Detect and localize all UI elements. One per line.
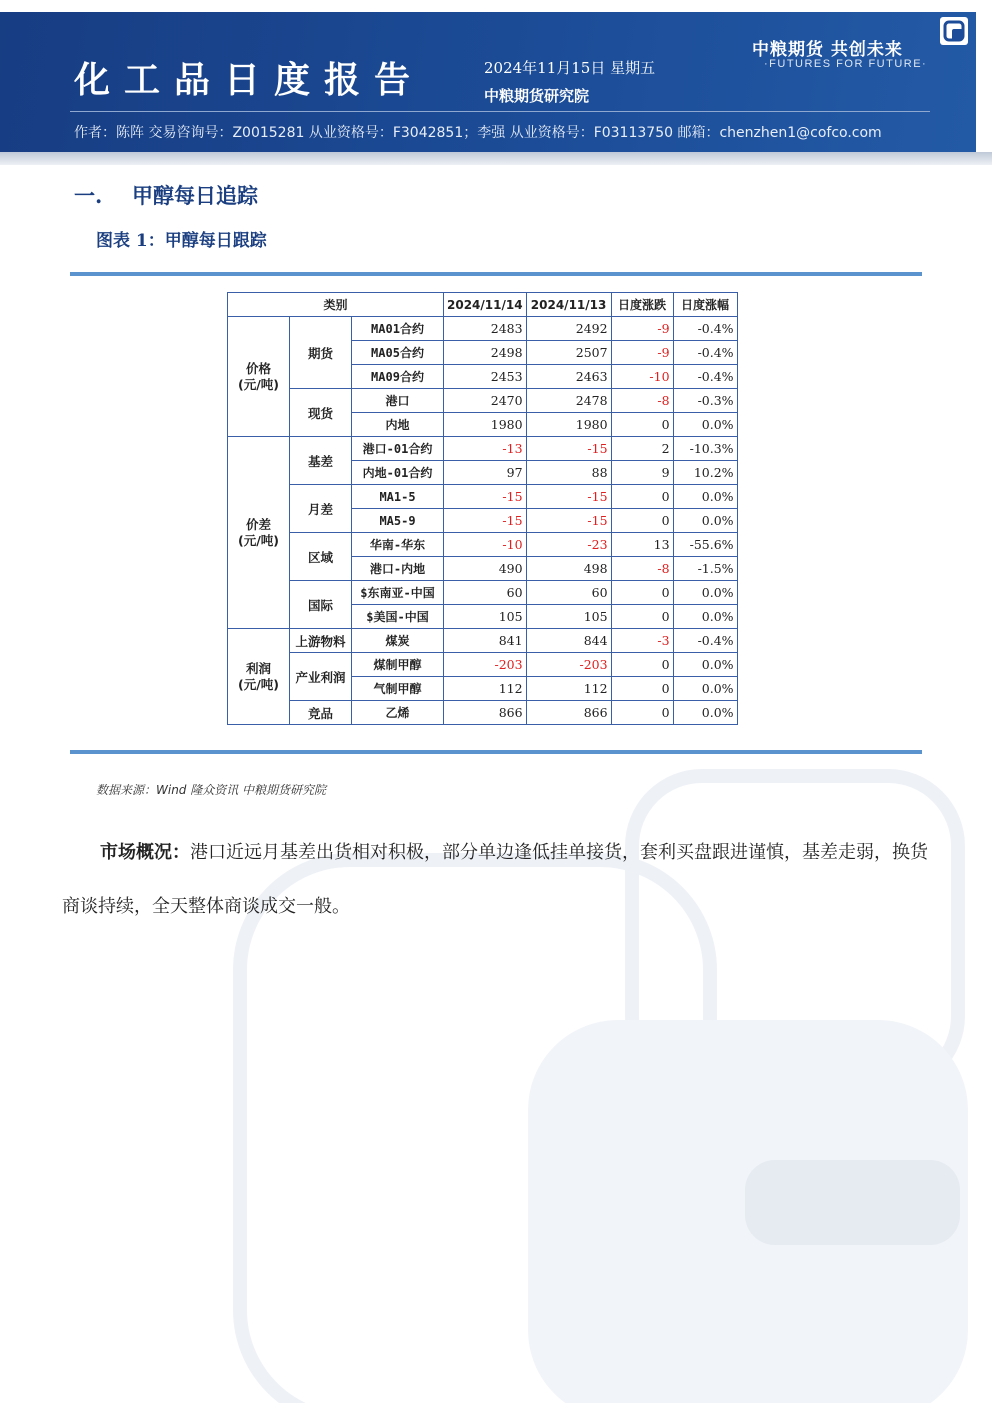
brand-slogan-en: ·FUTURES FOR FUTURE·: [764, 58, 928, 70]
value-2024-11-14: -15: [444, 485, 527, 509]
market-overview: [62, 826, 934, 934]
daily-change-pct: 0.0%: [673, 701, 737, 725]
daily-change: 0: [611, 701, 673, 725]
report-header: [0, 0, 992, 165]
market-text: 港口近远月基差出货相对积极，部分单边逢低挂单接货，套利买盘跟进谨慎，基差走弱，换货商谈持续，全天整体商谈成交一般。: [62, 842, 928, 917]
subgroup-label: 产业利润: [290, 653, 352, 701]
subgroup-label: 上游物料: [290, 629, 352, 653]
daily-change: -8: [611, 557, 673, 581]
row-item-label: MA05合约: [352, 341, 444, 365]
value-2024-11-13: 2463: [526, 365, 611, 389]
table-row: [228, 581, 738, 605]
value-2024-11-13: 105: [526, 605, 611, 629]
row-item-label: 港口-01合约: [352, 437, 444, 461]
value-2024-11-13: 60: [526, 581, 611, 605]
daily-change: 9: [611, 461, 673, 485]
section-heading: [74, 180, 258, 210]
daily-change: 0: [611, 677, 673, 701]
row-item-label: MA1-5: [352, 485, 444, 509]
value-2024-11-13: 1980: [526, 413, 611, 437]
header-category: 类别: [228, 293, 444, 317]
daily-change-pct: -0.4%: [673, 365, 737, 389]
subgroup-label: 现货: [290, 389, 352, 437]
value-2024-11-13: 498: [526, 557, 611, 581]
daily-change-pct: -0.4%: [673, 341, 737, 365]
data-source: 数据来源：Wind 隆众资讯 中粮期货研究院: [96, 783, 327, 797]
daily-change-pct: -1.5%: [673, 557, 737, 581]
top-rule: [70, 272, 922, 276]
institute-name: 中粮期货研究院: [484, 87, 590, 105]
daily-change-pct: -0.4%: [673, 629, 737, 653]
row-item-label: 内地: [352, 413, 444, 437]
daily-change-pct: 0.0%: [673, 581, 737, 605]
row-item-label: 港口: [352, 389, 444, 413]
subgroup-label: 国际: [290, 581, 352, 629]
daily-change-pct: -55.6%: [673, 533, 737, 557]
subgroup-label: 基差: [290, 437, 352, 485]
table-row: [228, 653, 738, 677]
daily-change-pct: 0.0%: [673, 509, 737, 533]
daily-change-pct: -0.3%: [673, 389, 737, 413]
row-item-label: MA5-9: [352, 509, 444, 533]
daily-change: 0: [611, 509, 673, 533]
value-2024-11-13: -15: [526, 485, 611, 509]
row-item-label: 气制甲醇: [352, 677, 444, 701]
daily-change-pct: -0.4%: [673, 317, 737, 341]
daily-change-pct: 0.0%: [673, 605, 737, 629]
row-item-label: 华南-华东: [352, 533, 444, 557]
row-item-label: $美国-中国: [352, 605, 444, 629]
header-fade: [0, 152, 992, 165]
row-item-label: 港口-内地: [352, 557, 444, 581]
row-item-label: MA01合约: [352, 317, 444, 341]
daily-change: 0: [611, 581, 673, 605]
value-2024-11-14: -10: [444, 533, 527, 557]
header-daily-change: 日度涨跌: [611, 293, 673, 317]
value-2024-11-14: 490: [444, 557, 527, 581]
daily-change: 0: [611, 485, 673, 509]
value-2024-11-13: 866: [526, 701, 611, 725]
table-row: [228, 389, 738, 413]
table-row: [228, 701, 738, 725]
value-2024-11-14: 866: [444, 701, 527, 725]
value-2024-11-14: -13: [444, 437, 527, 461]
market-label: 市场概况：: [100, 842, 190, 863]
row-item-label: 内地-01合约: [352, 461, 444, 485]
section-number: 一.: [74, 183, 103, 208]
daily-change-pct: -10.3%: [673, 437, 737, 461]
subgroup-label: 月差: [290, 485, 352, 533]
author-info: 作者：陈阵 交易咨询号：Z0015281 从业资格号：F3042851；李强 从业资格号：F03113750 邮箱：chenzhen1@cofco.com: [74, 125, 882, 141]
value-2024-11-14: -203: [444, 653, 527, 677]
daily-change: -9: [611, 341, 673, 365]
header-daily-pct: 日度涨幅: [673, 293, 737, 317]
daily-change: 2: [611, 437, 673, 461]
daily-change: -9: [611, 317, 673, 341]
row-item-label: MA09合约: [352, 365, 444, 389]
bottom-rule: [70, 750, 922, 754]
table-row: [228, 533, 738, 557]
daily-change: -8: [611, 389, 673, 413]
figure-title: 图表 1：甲醇每日跟踪: [96, 231, 267, 251]
value-2024-11-14: 1980: [444, 413, 527, 437]
header-divider: [70, 111, 930, 112]
value-2024-11-14: 112: [444, 677, 527, 701]
value-2024-11-13: -23: [526, 533, 611, 557]
value-2024-11-13: -15: [526, 437, 611, 461]
value-2024-11-14: 2498: [444, 341, 527, 365]
daily-change: 0: [611, 413, 673, 437]
value-2024-11-14: 105: [444, 605, 527, 629]
row-item-label: 煤炭: [352, 629, 444, 653]
company-logo-icon: [940, 17, 968, 45]
table-row: [228, 437, 738, 461]
table-row: [228, 317, 738, 341]
row-item-label: 煤制甲醇: [352, 653, 444, 677]
row-item-label: $东南亚-中国: [352, 581, 444, 605]
daily-change: -10: [611, 365, 673, 389]
value-2024-11-14: 841: [444, 629, 527, 653]
value-2024-11-13: 2492: [526, 317, 611, 341]
report-title: 化工品日度报告: [74, 59, 425, 101]
methanol-tracking-table: [227, 292, 738, 725]
table-header-row: [228, 293, 738, 317]
value-2024-11-14: 97: [444, 461, 527, 485]
subgroup-label: 竞品: [290, 701, 352, 725]
value-2024-11-14: -15: [444, 509, 527, 533]
daily-change: -3: [611, 629, 673, 653]
value-2024-11-14: 2470: [444, 389, 527, 413]
daily-change: 0: [611, 605, 673, 629]
daily-change-pct: 0.0%: [673, 677, 737, 701]
row-item-label: 乙烯: [352, 701, 444, 725]
daily-change: 13: [611, 533, 673, 557]
value-2024-11-13: -203: [526, 653, 611, 677]
value-2024-11-14: 2453: [444, 365, 527, 389]
subgroup-label: 期货: [290, 317, 352, 389]
section-title: 甲醇每日追踪: [132, 183, 258, 208]
table-row: [228, 629, 738, 653]
value-2024-11-13: 2507: [526, 341, 611, 365]
header-date-1: 2024/11/14: [444, 293, 527, 317]
table-row: [228, 485, 738, 509]
brand-slogan: 中粮期货 共创未来: [752, 40, 903, 60]
value-2024-11-14: 2483: [444, 317, 527, 341]
daily-change-pct: 0.0%: [673, 485, 737, 509]
daily-change: 0: [611, 653, 673, 677]
group-label: 利润 (元/吨): [228, 629, 290, 725]
value-2024-11-13: 88: [526, 461, 611, 485]
value-2024-11-14: 60: [444, 581, 527, 605]
value-2024-11-13: -15: [526, 509, 611, 533]
subgroup-label: 区域: [290, 533, 352, 581]
report-date: 2024年11月15日 星期五: [484, 59, 656, 77]
value-2024-11-13: 2478: [526, 389, 611, 413]
daily-change-pct: 0.0%: [673, 413, 737, 437]
group-label: 价格 (元/吨): [228, 317, 290, 437]
value-2024-11-13: 844: [526, 629, 611, 653]
daily-change-pct: 10.2%: [673, 461, 737, 485]
value-2024-11-13: 112: [526, 677, 611, 701]
daily-change-pct: 0.0%: [673, 653, 737, 677]
header-date-2: 2024/11/13: [526, 293, 611, 317]
group-label: 价差 (元/吨): [228, 437, 290, 629]
